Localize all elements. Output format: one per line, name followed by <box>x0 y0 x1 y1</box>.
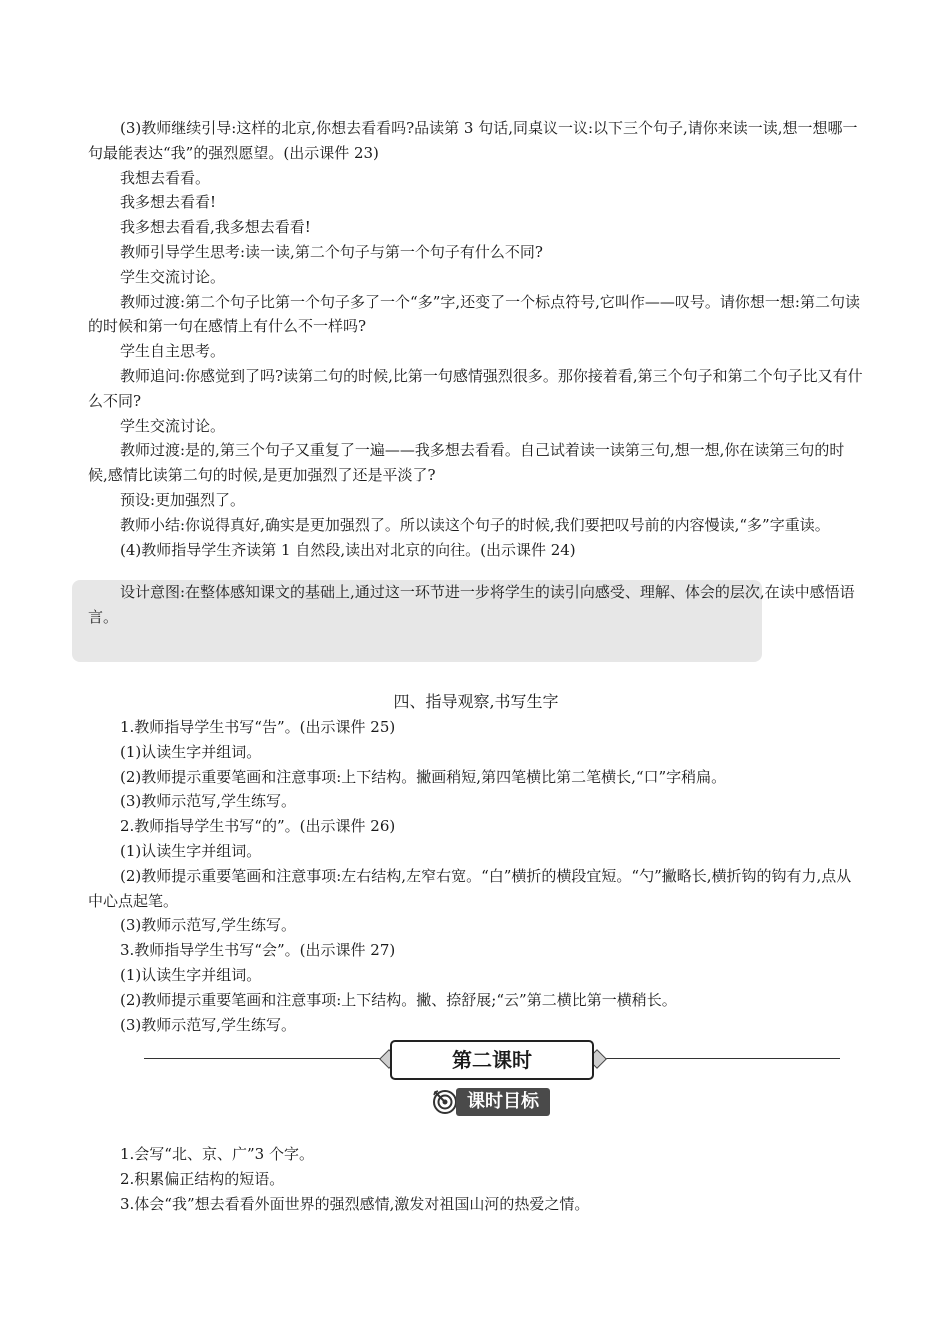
target-icon <box>432 1089 458 1115</box>
paragraph: 学生交流讨论。 <box>120 416 226 435</box>
paragraph: (1)认读生字并组词。 <box>120 841 262 860</box>
lesson-goals <box>88 1142 864 1216</box>
design-intent-text: 设计意图:在整体感知课文的基础上,通过这一环节进一步将学生的读引向感受、理解、体会的层次,在读中感悟语言。 <box>88 583 855 627</box>
paragraph: 我多想去看看,我多想去看看! <box>120 218 311 237</box>
paragraph: 学生自主思考。 <box>120 342 226 361</box>
paragraph: 预设:更加强烈了。 <box>120 490 246 509</box>
paragraph: 3.教师指导学生书写“会”。(出示课件 27) <box>120 941 396 960</box>
paragraph: 1.教师指导学生书写“告”。(出示课件 25) <box>120 718 396 736</box>
goal-item: 2.积累偏正结构的短语。 <box>120 1169 285 1188</box>
paragraph: (1)认读生字并组词。 <box>120 965 262 984</box>
paragraph: (3)教师示范写,学生练写。 <box>120 792 297 811</box>
paragraph: 我想去看看。 <box>120 168 211 187</box>
section-heading: 四、指导观察,书写生字 <box>393 692 559 711</box>
paragraph: 教师过渡:是的,第三个句子又重复了一遍——我多想去看看。自己试着读一读第三句,想一想,你在读第三句的时候,感情比读第二句的时候,是更加强烈了还是平淡了? <box>88 441 845 485</box>
paragraph: 教师过渡:第二个句子比第一个句子多了一个“多”字,还变了一个标点符号,它叫作——叹号。请你想一想:第二句读的时候和第一句在感情上有什么不一样吗? <box>88 292 860 336</box>
paragraph: 我多想去看看! <box>120 193 217 212</box>
lesson-title: 第二课时 <box>390 1040 594 1080</box>
paragraph: (2)教师提示重要笔画和注意事项:上下结构。撇画稍短,第四笔横比第二笔横长,“口”字稍扁。 <box>120 767 727 786</box>
divider-line <box>596 1058 840 1059</box>
goal-item: 1.会写“北、京、广”3 个字。 <box>120 1145 314 1163</box>
divider-line <box>144 1058 388 1059</box>
paragraph: (3)教师继续引导:这样的北京,你想去看看吗?品读第 3 句话,同桌议一议:以下三个句子,请你来读一读,想一想哪一句最能表达“我”的强烈愿望。(出示课件 23) <box>88 119 858 162</box>
goals-badge <box>432 1088 552 1116</box>
paragraph: 2.教师指导学生书写“的”。(出示课件 26) <box>120 817 396 836</box>
goals-badge-label: 课时目标 <box>456 1088 550 1116</box>
paragraph: (4)教师指导学生齐读第 1 自然段,读出对北京的向往。(出示课件 24) <box>120 540 576 559</box>
design-intent-box <box>72 580 855 662</box>
paragraph: (3)教师示范写,学生练写。 <box>120 916 297 935</box>
paragraph: 教师引导学生思考:读一读,第二个句子与第一个句子有什么不同? <box>120 242 543 261</box>
paragraph: 教师追问:你感觉到了吗?读第二句的时候,比第一句感情强烈很多。那你接着看,第三个句子和第二个句子比又有什么不同? <box>88 366 863 410</box>
paragraph: 教师小结:你说得真好,确实是更加强烈了。所以读这个句子的时候,我们要把叹号前的内容慢读,“多”字重读。 <box>120 515 830 534</box>
document-body <box>88 116 864 1034</box>
paragraph: (1)认读生字并组词。 <box>120 742 262 761</box>
paragraph: (3)教师示范写,学生练写。 <box>120 1015 297 1034</box>
section-content <box>88 715 864 1037</box>
lesson-title-bar <box>144 1040 840 1078</box>
paragraph: 学生交流讨论。 <box>120 267 226 286</box>
goal-item: 3.体会“我”想去看看外面世界的强烈感情,激发对祖国山河的热爱之情。 <box>120 1194 590 1213</box>
paragraph: (2)教师提示重要笔画和注意事项:左右结构,左窄右宽。“白”横折的横段宜短。“勺”撇略长,横折钩的钩有力,点从中心点起笔。 <box>88 866 852 910</box>
paragraph: (2)教师提示重要笔画和注意事项:上下结构。撇、捺舒展;“云”第二横比第一横稍长。 <box>120 990 677 1009</box>
